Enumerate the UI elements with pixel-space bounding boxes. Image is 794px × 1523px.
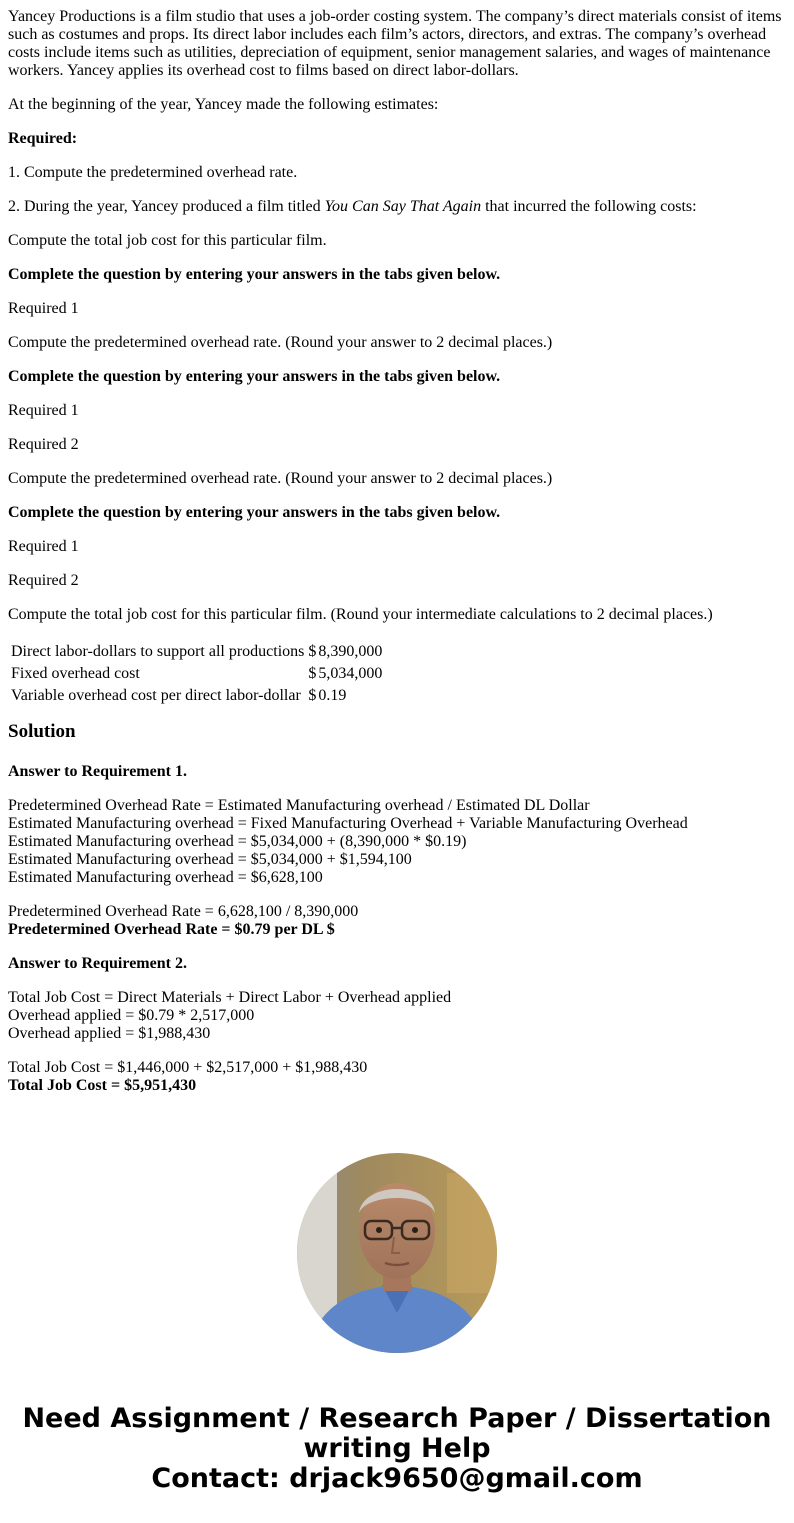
table-row — [10, 686, 383, 706]
answer-2-heading: Answer to Requirement 2. — [8, 955, 187, 972]
requirement-2 — [8, 198, 786, 216]
answer-1-lines — [8, 797, 786, 887]
table-row — [10, 642, 383, 662]
row-currency: $ — [308, 687, 317, 704]
requirement-1: 1. Compute the predetermined overhead rate. — [8, 164, 298, 181]
rate-result: Predetermined Overhead Rate = $0.79 per DL $ — [8, 921, 335, 938]
film-title: You Can Say That Again — [324, 198, 482, 215]
estimates-intro: At the beginning of the year, Yancey made the following estimates: — [8, 96, 439, 113]
complete-instruction: Complete the question by entering your answers in the tabs given below. — [8, 368, 501, 385]
answer-line: Estimated Manufacturing overhead = $6,628,100 — [8, 869, 323, 886]
compute-rate-prompt: Compute the predetermined overhead rate. (Round your answer to 2 decimal places.) — [8, 334, 553, 351]
answer-line: Overhead applied = $1,988,430 — [8, 1025, 211, 1042]
requirement-2-prefix: 2. During the year, Yancey produced a film titled — [8, 198, 325, 215]
tab-required-1[interactable]: Required 1 — [8, 300, 79, 317]
row-label: Direct labor-dollars to support all productions — [11, 643, 305, 660]
answer-line: Estimated Manufacturing overhead = $5,034,000 + (8,390,000 * $0.19) — [8, 833, 467, 850]
promo-line-2: writing Help — [303, 1433, 491, 1464]
row-currency: $ — [308, 665, 317, 682]
compute-total-prompt: Compute the total job cost for this particular film. (Round your intermediate calculations to 2 decimal places.) — [8, 606, 713, 623]
answer-line: Estimated Manufacturing overhead = Fixed Manufacturing Overhead + Variable Manufacturing Overhead — [8, 815, 688, 832]
total-result: Total Job Cost = $5,951,430 — [8, 1077, 197, 1094]
rate-calculation: Predetermined Overhead Rate = 6,628,100 / 8,390,000 — [8, 903, 359, 920]
row-value: 5,034,000 — [318, 665, 383, 682]
tab-required-1[interactable]: Required 1 — [8, 402, 79, 419]
tab-required-1[interactable]: Required 1 — [8, 538, 79, 555]
avatar-photo — [297, 1153, 497, 1353]
complete-instruction: Complete the question by entering your answers in the tabs given below. — [8, 504, 501, 521]
solution-heading: Solution — [8, 721, 76, 742]
promo-line-1: Need Assignment / Research Paper / Dissertation — [22, 1403, 772, 1434]
complete-instruction: Complete the question by entering your answers in the tabs given below. — [8, 266, 501, 283]
answer-line: Predetermined Overhead Rate = Estimated Manufacturing overhead / Estimated DL Dollar — [8, 797, 590, 814]
answer-line: Estimated Manufacturing overhead = $5,034,000 + $1,594,100 — [8, 851, 412, 868]
requirement-2-suffix: that incurred the following costs: — [481, 198, 697, 215]
promo-contact[interactable]: Contact: drjack9650@gmail.com — [151, 1463, 643, 1494]
answer-line: Total Job Cost = Direct Materials + Direct Labor + Overhead applied — [8, 989, 452, 1006]
answer-2-lines — [8, 989, 786, 1043]
avatar — [297, 1153, 497, 1353]
tab-required-2[interactable]: Required 2 — [8, 572, 79, 589]
total-calculation: Total Job Cost = $1,446,000 + $2,517,000 + $1,988,430 — [8, 1059, 368, 1076]
answer-1-heading: Answer to Requirement 1. — [8, 763, 187, 780]
compute-rate-prompt: Compute the predetermined overhead rate. (Round your answer to 2 decimal places.) — [8, 470, 553, 487]
requirement-2-compute: Compute the total job cost for this particular film. — [8, 232, 327, 249]
estimates-table — [8, 640, 385, 708]
row-value: 0.19 — [318, 687, 347, 704]
problem-intro: Yancey Productions is a film studio that uses a job-order costing system. The company’s direct materials consist of items such as costumes and props. Its direct labor includes each film’s actors, directors, and extras. The company’s overhead costs include items such as utilities, depreciation of equipment, senior management salaries, and wages of maintenance workers. Yancey applies its overhead cost to films based on direct labor-dollars. — [8, 8, 782, 79]
tab-required-2[interactable]: Required 2 — [8, 436, 79, 453]
answer-1-rate — [8, 903, 786, 939]
required-heading: Required: — [8, 130, 78, 147]
promo-banner — [0, 1404, 794, 1494]
row-label: Fixed overhead cost — [11, 665, 140, 682]
answer-2-total — [8, 1059, 786, 1095]
row-label: Variable overhead cost per direct labor-dollar — [11, 687, 301, 704]
row-currency: $ — [308, 643, 317, 660]
answer-line: Overhead applied = $0.79 * 2,517,000 — [8, 1007, 255, 1024]
table-row — [10, 664, 383, 684]
row-value: 8,390,000 — [318, 643, 383, 660]
